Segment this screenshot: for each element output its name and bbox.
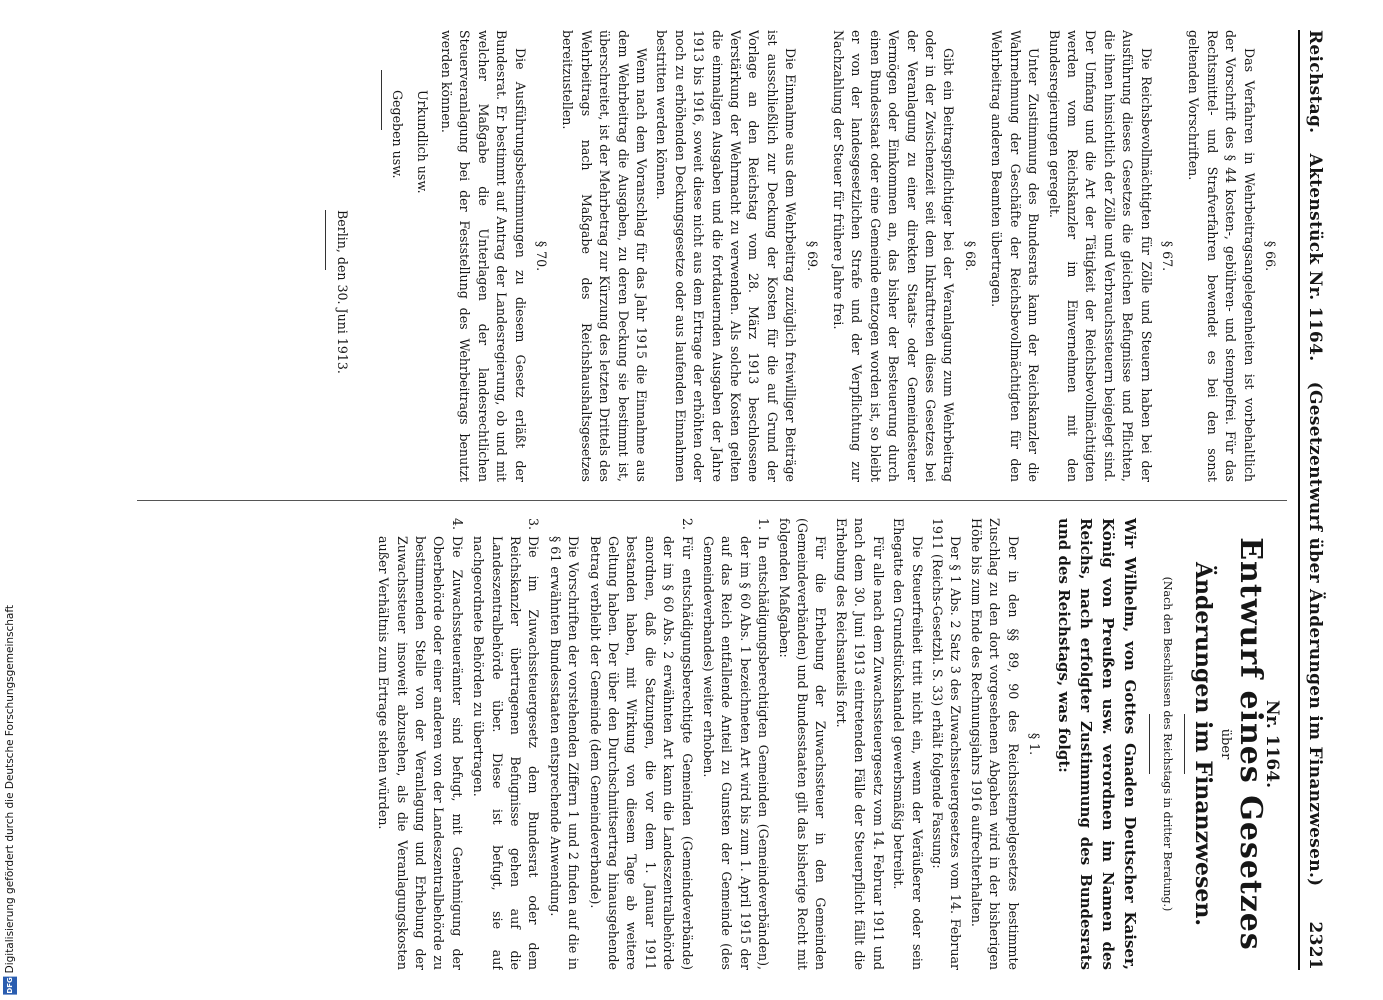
- section-1-p2: Der § 1 Abs. 2 Satz 3 des Zuwachssteuergesetzes vom 14. Februar 1911 (Reichs-Gesetzbl. S. 33) erhält folgende Fassung:: [929, 518, 964, 970]
- list-item-text: Die Vorschriften der vorstehenden Ziffern 1 und 2 finden auf die in § 61 erwähnten Bundesstaaten entsprechende Anwendung.: [547, 536, 582, 970]
- section-70-text: Die Ausführungsbestimmungen zu diesem Gesetz erläßt der Bundesrat. Er bestimmt auf Antrag der Landesregierung, ob und mit welcher Maßgabe die Unterlagen der landesrechtlichen Steuerveranlagung bei der Feststellung des Wehrbeitrags benutzt werden können.: [438, 30, 528, 482]
- header-rule: [1298, 30, 1300, 970]
- header-doc-ref: Aktenstück Nr. 1164.: [1305, 153, 1325, 362]
- title-rule: [1184, 714, 1185, 774]
- section-67-p1: Die Reichsbevollmächtigten für Zölle und Steuern haben bei der Ausführung dieses Gesetzes die gleichen Befugnisse und Pflichten, die ihnen hinsichtlich der Zölle und Verbrauchssteuern beigelegt sind. Der Umfang und die Art der Tätigkeit der Reichsbevollmächtigten werden vom Reichskanzler im Einvernehmen mit den Bundesregierungen geregelt.: [1046, 30, 1154, 482]
- credit-text: Digitalisierung gefördert durch die Deutsche Forschungsgemeinschaft: [4, 605, 16, 974]
- document-subject: Änderungen im Finanzwesen.: [1189, 561, 1216, 927]
- list-item-text: Die im Zuwachssteuergesetz dem Bundesrat oder dem Reichskanzler übertragenen Befugnisse gehen auf die Landeszentralbehörde über. Diese ist befugt, sie auf nachgeordnete Behörden zu übertragen.: [471, 536, 542, 970]
- digitization-credit: [2, 605, 18, 995]
- section-69-p2: Wenn nach dem Voranschlag für das Jahr 1915 die Einnahme aus dem Wehrbeitrag die Ausgaben, zu deren Deckung sie bestimmt ist, überschreitet, ist der Mehrbetrag zur Kürzung des letzten Drittels des Wehrbeitrags nach Maßgabe des Reichshaushaltsgesetzes bereitzustellen.: [560, 30, 649, 482]
- section-1-p4: Für alle nach dem Zuwachssteuergesetz vom 14. Februar 1911 und nach dem 30. Juni 1913 eintretenden Fälle der Steuerpflicht fällt die Erhebung des Reichsanteils fort.: [833, 518, 886, 970]
- dfg-logo: DFG: [3, 977, 17, 995]
- page-header: [1305, 30, 1345, 970]
- reading-note: (Nach den Beschlüssen des Reichstags in dritter Beratung.): [1161, 576, 1175, 912]
- certified-line: Urkundlich usw.: [414, 90, 430, 194]
- list-item: [585, 518, 695, 970]
- list-item-number: 1.: [756, 518, 772, 531]
- list-item-text: Die Zuwachssteuerämter sind befugt, mit Genehmigung der Oberbehörde oder einer anderen von der Landeszentralbehörde zu bestimmenden Stelle von der Veranlagung und Erhebung der Zuwachssteuer insoweit abzusehen, als die Veranlagungskosten außer Verhältnis zum Ertrage stehen würden.: [376, 536, 465, 970]
- section-1-heading: § 1.: [1026, 732, 1042, 756]
- date-rule: [325, 210, 326, 270]
- section-67-heading: § 67.: [1159, 240, 1175, 272]
- section-66-text: Das Verfahren in Wehrbeitragsangelegenheiten ist vorbehaltlich der Vorschrift des § 44 kosten-, gebühren- und stempelfrei. Für das Rechtsmittel- und Strafverfahren bewendet es bei den sonst geltenden Vorschriften.: [1186, 30, 1257, 482]
- given-line: Gegeben usw.: [390, 90, 406, 179]
- section-66-heading: § 66.: [1263, 240, 1278, 272]
- list-item-text: Für entschädigungsberechtigte Gemeinden (Gemeindeverbände) der im § 60 Abs. 2 erwähnten Art kann die Landeszentralbehörde anordnen, daß die Satzungen, die vor dem 1. Januar 1911 bestanden haben, mit Wirkung von diesem Tage ab weitere Geltung haben. Der über den Durchschnittsertrag hinausgehende Betrag verbleibt der Gemeinde (dem Gemeindeverbande).: [587, 536, 695, 970]
- list-item-text: In entschädigungsberechtigten Gemeinden (Gemeindeverbänden), der im § 60 Abs. 1 bezeichneten Art wird bis zum 1. April 1915 der auf das Reich entfallende Anteil zu Gunsten der Gemeinde (des Gemeindeverbandes) weiter erhoben.: [701, 536, 772, 970]
- list-item-number: 2.: [679, 518, 695, 531]
- document-page: [55, 30, 1345, 970]
- list-item-number: 3.: [526, 518, 542, 531]
- signature-rule: [381, 70, 382, 130]
- left-column: [325, 30, 1287, 482]
- list-item: [374, 518, 466, 970]
- page-number: 2321: [1305, 921, 1325, 970]
- closing-date: Berlin, den 30. Juni 1913.: [334, 210, 350, 374]
- section-1-p3: Die Steuerfreiheit tritt nicht ein, wenn der Veräußerer oder sein Ehegatte den Grundstückshandel gewerbsmäßig betreibt.: [891, 518, 925, 970]
- document-ueber: über: [1218, 728, 1234, 760]
- section-69-p1: Die Einnahme aus dem Wehrbeitrag zuzüglich freiwilliger Beiträge ist ausschließlich zur Deckung der Kosten für die auf Grund der Vorlage an den Reichstag vom 28. März 1913 beschlossene Verstärkung der Wehrmacht zu verwenden. Als solche Kosten gelten die einmaligen Ausgaben und die fortdauernden Ausgaben der Jahre 1913 bis 1916, soweit diese nicht aus dem Ertrage der erhöhten oder noch zu erhöhenden Deckungsgesetze oder aus laufenden Einnahmen bestritten werden können.: [654, 30, 799, 482]
- section-69-heading: § 69.: [804, 240, 820, 272]
- document-title: Entwurf eines Gesetzes: [1232, 537, 1268, 951]
- list-item-number: 4.: [449, 518, 465, 531]
- note-rule: [1149, 714, 1150, 774]
- preamble: Wir Wilhelm, von Gottes Gnaden Deutscher Kaiser, König von Preußen usw. verordnen im Namen des Reichs, nach erfolgter Zustimmung des Bundesrats und des Reichstags, was folgt:: [1054, 518, 1139, 970]
- column-divider: [137, 500, 1287, 501]
- right-column: [371, 518, 1287, 970]
- header-subject: (Gesetzentwurf über Änderungen im Finanzwesen.): [1305, 381, 1325, 887]
- section-1-p5: Für die Erhebung der Zuwachssteuer in den Gemeinden (Gemeindeverbänden) und Bundesstaaten gilt das bisherige Recht mit folgenden Maßgaben:: [776, 518, 829, 970]
- section-67-p2: Unter Zustimmung des Bundesrats kann der Reichskanzler die Wahrnehmung der Geschäfte der Reichsbevollmächtigten für den Wehrbeitrag anderen Beamten übertragen.: [989, 30, 1042, 482]
- header-left: [1305, 30, 1325, 901]
- list-item: [545, 518, 582, 970]
- list-item-number: [545, 518, 582, 536]
- section-1-p1: Der in den §§ 89, 90 des Reichsstempelgesetzes bestimmte Zuschlag zu den dort vorgesehenen Abgaben wird in der bisherigen Höhe bis zum Ende des Rechnungsjahrs 1916 aufrechterhalten.: [968, 518, 1021, 970]
- section-68-text: Gibt ein Beitragspflichtiger bei der Veranlagung zum Wehrbeitrag oder in der Zwischenzeit seit dem Inkrafttreten dieses Gesetzes bei der Veranlagung zu einer direkten Staats- oder Gemeindesteuer Vermögen oder Einkommen an, das bisher der Besteuerung durch einen Bundesstaat oder eine Gemeinde entzogen worden ist, so bleibt er von der landesgesetzlichen Strafe und der Verpflichtung zur Nachzahlung der Steuer für frühere Jahre frei.: [831, 30, 957, 482]
- section-70-heading: § 70.: [533, 240, 549, 272]
- document-number: Nr. 1164.: [1262, 699, 1282, 788]
- section-68-heading: § 68.: [962, 240, 978, 272]
- header-reichstag: Reichstag.: [1305, 30, 1325, 134]
- list-item: [469, 518, 543, 970]
- list-item: [699, 518, 773, 970]
